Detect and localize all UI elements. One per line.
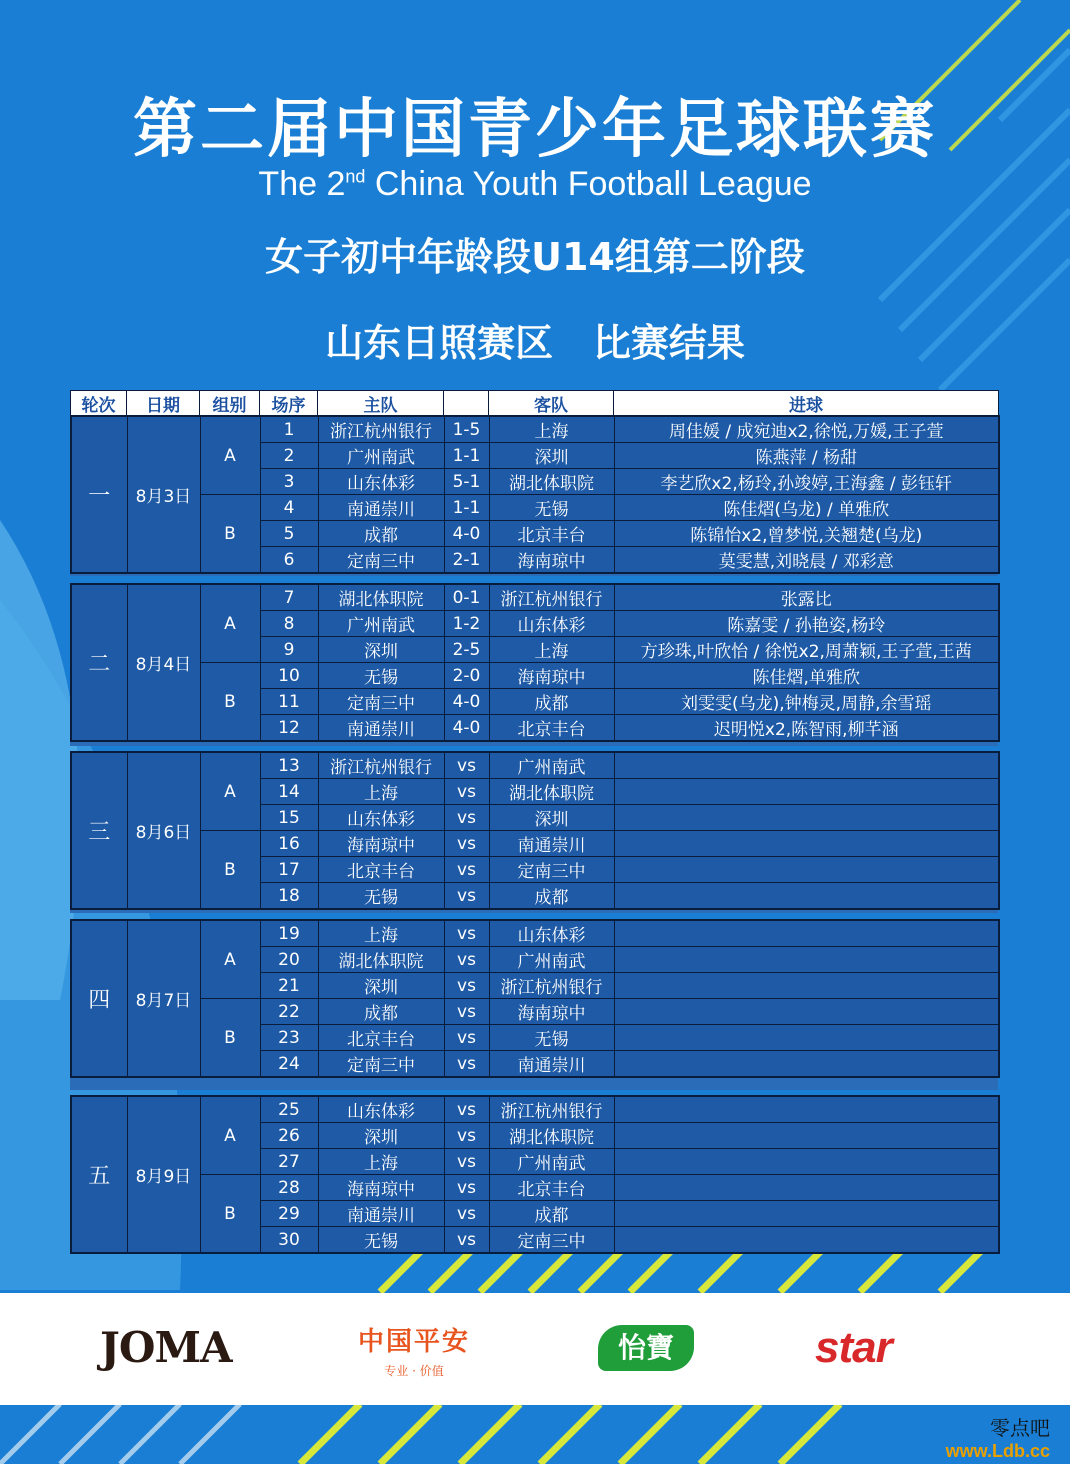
match-no-cell: 8	[260, 611, 318, 637]
match-no-cell: 26	[260, 1123, 318, 1149]
away-team-cell: 无锡	[489, 495, 614, 521]
match-no-cell: 11	[260, 689, 318, 715]
away-team-cell: 上海	[489, 416, 614, 443]
match-no-cell: 25	[260, 1096, 318, 1123]
score-cell: 1-1	[444, 443, 489, 469]
goals-cell	[614, 947, 999, 973]
match-no-cell: 4	[260, 495, 318, 521]
round-cell: 二	[71, 584, 127, 741]
goals-cell	[614, 1025, 999, 1051]
match-no-cell: 23	[260, 1025, 318, 1051]
score-cell: vs	[444, 883, 489, 910]
away-team-cell: 浙江杭州银行	[489, 1096, 614, 1123]
score-cell: vs	[444, 1123, 489, 1149]
home-team-cell: 浙江杭州银行	[318, 416, 444, 443]
home-team-cell: 深圳	[318, 973, 444, 999]
away-team-cell: 浙江杭州银行	[489, 584, 614, 611]
date-cell: 8月9日	[127, 1096, 200, 1253]
home-team-cell: 上海	[318, 779, 444, 805]
goals-cell	[614, 883, 999, 910]
match-no-cell: 10	[260, 663, 318, 689]
score-cell: 1-5	[444, 416, 489, 443]
col-header-away: 客队	[489, 391, 614, 417]
table-row	[71, 416, 999, 443]
table-row	[71, 831, 999, 857]
goals-cell	[614, 1201, 999, 1227]
away-team-cell: 浙江杭州银行	[489, 973, 614, 999]
col-header-match-no: 场序	[260, 391, 318, 417]
col-header-date: 日期	[127, 391, 200, 417]
goals-cell	[614, 831, 999, 857]
home-team-cell: 定南三中	[318, 1051, 444, 1078]
score-cell: 4-0	[444, 521, 489, 547]
goals-cell	[614, 920, 999, 947]
away-team-cell: 湖北体职院	[489, 469, 614, 495]
pingan-logo: 中国平安 专业 · 价值	[358, 1327, 471, 1378]
home-team-cell: 深圳	[318, 637, 444, 663]
star-logo: star	[815, 1323, 892, 1372]
away-team-cell: 上海	[489, 637, 614, 663]
away-team-cell: 海南琼中	[489, 547, 614, 574]
home-team-cell: 山东体彩	[318, 469, 444, 495]
home-team-cell: 南通崇川	[318, 715, 444, 742]
match-no-cell: 3	[260, 469, 318, 495]
table-row	[71, 752, 999, 779]
home-team-cell: 无锡	[318, 883, 444, 910]
date-cell: 8月7日	[127, 920, 200, 1077]
home-team-cell: 无锡	[318, 663, 444, 689]
home-team-cell: 广州南武	[318, 611, 444, 637]
match-no-cell: 13	[260, 752, 318, 779]
goals-cell: 迟明悦x2,陈智雨,柳芊涵	[614, 715, 999, 742]
group-cell: A	[200, 920, 260, 999]
table-row	[71, 495, 999, 521]
match-no-cell: 19	[260, 920, 318, 947]
col-header-group: 组别	[200, 391, 260, 417]
date-cell: 8月4日	[127, 584, 200, 741]
away-team-cell: 成都	[489, 1201, 614, 1227]
away-team-cell: 南通崇川	[489, 1051, 614, 1078]
match-no-cell: 18	[260, 883, 318, 910]
away-team-cell: 山东体彩	[489, 611, 614, 637]
goals-cell: 李艺欣x2,杨玲,孙竣婷,王海鑫 / 彭钰轩	[614, 469, 999, 495]
score-cell: 2-5	[444, 637, 489, 663]
group-cell: A	[200, 752, 260, 831]
group-cell: B	[200, 831, 260, 910]
round-block	[70, 919, 1000, 1078]
goals-cell	[614, 1175, 999, 1201]
score-cell: vs	[444, 1051, 489, 1078]
score-cell: vs	[444, 779, 489, 805]
round-block	[70, 751, 1000, 910]
col-header-goals: 进球	[614, 391, 999, 417]
home-team-cell: 海南琼中	[318, 1175, 444, 1201]
home-team-cell: 南通崇川	[318, 495, 444, 521]
col-header-round: 轮次	[71, 391, 127, 417]
away-team-cell: 北京丰台	[489, 1175, 614, 1201]
match-no-cell: 12	[260, 715, 318, 742]
score-cell: vs	[444, 831, 489, 857]
match-no-cell: 7	[260, 584, 318, 611]
away-team-cell: 海南琼中	[489, 999, 614, 1025]
score-cell: 1-1	[444, 495, 489, 521]
col-header-home: 主队	[318, 391, 444, 417]
score-cell: vs	[444, 1175, 489, 1201]
sponsor-bar	[0, 1293, 1070, 1405]
goals-cell	[614, 752, 999, 779]
match-no-cell: 22	[260, 999, 318, 1025]
home-team-cell: 海南琼中	[318, 831, 444, 857]
away-team-cell: 山东体彩	[489, 920, 614, 947]
goals-cell: 陈嘉雯 / 孙艳姿,杨玲	[614, 611, 999, 637]
col-header-score	[444, 391, 489, 417]
score-cell: vs	[444, 973, 489, 999]
away-team-cell: 海南琼中	[489, 663, 614, 689]
away-team-cell: 定南三中	[489, 1227, 614, 1254]
home-team-cell: 北京丰台	[318, 1025, 444, 1051]
score-cell: vs	[444, 1025, 489, 1051]
table-row	[71, 999, 999, 1025]
home-team-cell: 成都	[318, 521, 444, 547]
round-cell: 三	[71, 752, 127, 909]
match-no-cell: 21	[260, 973, 318, 999]
away-team-cell: 北京丰台	[489, 715, 614, 742]
goals-cell: 陈佳熠(乌龙) / 单雅欣	[614, 495, 999, 521]
group-cell: B	[200, 999, 260, 1078]
table-row	[71, 1175, 999, 1201]
goals-cell: 张露比	[614, 584, 999, 611]
group-cell: A	[200, 1096, 260, 1175]
away-team-cell: 湖北体职院	[489, 1123, 614, 1149]
goals-cell: 莫雯慧,刘晓晨 / 邓彩意	[614, 547, 999, 574]
page-title-english: The 2nd China Youth Football League	[258, 165, 812, 203]
home-team-cell: 湖北体职院	[318, 584, 444, 611]
home-team-cell: 定南三中	[318, 689, 444, 715]
match-no-cell: 6	[260, 547, 318, 574]
away-team-cell: 深圳	[489, 443, 614, 469]
group-cell: B	[200, 1175, 260, 1254]
away-team-cell: 深圳	[489, 805, 614, 831]
round-block	[70, 583, 1000, 742]
goals-cell: 陈佳熠,单雅欣	[614, 663, 999, 689]
score-cell: vs	[444, 1096, 489, 1123]
score-cell: 0-1	[444, 584, 489, 611]
date-cell: 8月3日	[127, 416, 200, 573]
yibao-logo: 怡寶	[598, 1325, 694, 1371]
away-team-cell: 成都	[489, 689, 614, 715]
home-team-cell: 广州南武	[318, 443, 444, 469]
goals-cell	[614, 973, 999, 999]
home-team-cell: 浙江杭州银行	[318, 752, 444, 779]
table-row	[71, 584, 999, 611]
goals-cell	[614, 999, 999, 1025]
group-cell: B	[200, 663, 260, 742]
score-cell: vs	[444, 1201, 489, 1227]
score-cell: vs	[444, 999, 489, 1025]
score-cell: vs	[444, 947, 489, 973]
match-no-cell: 17	[260, 857, 318, 883]
match-no-cell: 24	[260, 1051, 318, 1078]
match-no-cell: 2	[260, 443, 318, 469]
goals-cell	[614, 1149, 999, 1175]
away-team-cell: 定南三中	[489, 857, 614, 883]
table-row	[71, 920, 999, 947]
score-cell: vs	[444, 1227, 489, 1254]
away-team-cell: 湖北体职院	[489, 779, 614, 805]
home-team-cell: 南通崇川	[318, 1201, 444, 1227]
score-cell: 5-1	[444, 469, 489, 495]
group-cell: B	[200, 495, 260, 574]
match-no-cell: 27	[260, 1149, 318, 1175]
score-cell: 2-1	[444, 547, 489, 574]
home-team-cell: 山东体彩	[318, 1096, 444, 1123]
table-row	[71, 1096, 999, 1123]
table-row	[71, 663, 999, 689]
away-team-cell: 广州南武	[489, 1149, 614, 1175]
score-cell: vs	[444, 920, 489, 947]
match-no-cell: 28	[260, 1175, 318, 1201]
goals-cell	[614, 805, 999, 831]
round-cell: 一	[71, 416, 127, 573]
score-cell: vs	[444, 805, 489, 831]
score-cell: 1-2	[444, 611, 489, 637]
watermark: 零点吧 www.Ldb.cc	[945, 1416, 1050, 1461]
match-no-cell: 9	[260, 637, 318, 663]
away-team-cell: 广州南武	[489, 752, 614, 779]
home-team-cell: 上海	[318, 920, 444, 947]
goals-cell	[614, 857, 999, 883]
match-no-cell: 15	[260, 805, 318, 831]
goals-cell: 刘雯雯(乌龙),钟梅灵,周静,余雪瑶	[614, 689, 999, 715]
home-team-cell: 上海	[318, 1149, 444, 1175]
round-block	[70, 1095, 1000, 1254]
page-subtitle: 女子初中年龄段U14组第二阶段	[265, 235, 805, 279]
match-no-cell: 14	[260, 779, 318, 805]
goals-cell	[614, 1051, 999, 1078]
goals-cell	[614, 779, 999, 805]
joma-logo: JOMA	[100, 1323, 232, 1372]
away-team-cell: 广州南武	[489, 947, 614, 973]
away-team-cell: 南通崇川	[489, 831, 614, 857]
home-team-cell: 山东体彩	[318, 805, 444, 831]
home-team-cell: 无锡	[318, 1227, 444, 1254]
score-cell: 2-0	[444, 663, 489, 689]
match-no-cell: 16	[260, 831, 318, 857]
match-no-cell: 20	[260, 947, 318, 973]
score-cell: 4-0	[444, 689, 489, 715]
match-no-cell: 5	[260, 521, 318, 547]
home-team-cell: 成都	[318, 999, 444, 1025]
goals-cell	[614, 1123, 999, 1149]
away-team-cell: 成都	[489, 883, 614, 910]
round-cell: 五	[71, 1096, 127, 1253]
goals-cell	[614, 1096, 999, 1123]
goals-cell: 方珍珠,叶欣怡 / 徐悦x2,周萧颖,王子萱,王茜	[614, 637, 999, 663]
date-cell: 8月6日	[127, 752, 200, 909]
match-no-cell: 1	[260, 416, 318, 443]
score-cell: 4-0	[444, 715, 489, 742]
goals-cell	[614, 1227, 999, 1254]
score-cell: vs	[444, 1149, 489, 1175]
home-team-cell: 定南三中	[318, 547, 444, 574]
home-team-cell: 湖北体职院	[318, 947, 444, 973]
round-block	[70, 415, 1000, 574]
round-cell: 四	[71, 920, 127, 1077]
score-cell: vs	[444, 752, 489, 779]
home-team-cell: 北京丰台	[318, 857, 444, 883]
away-team-cell: 北京丰台	[489, 521, 614, 547]
page-title: 第二届中国青少年足球联赛	[133, 93, 937, 167]
group-cell: A	[200, 584, 260, 663]
home-team-cell: 深圳	[318, 1123, 444, 1149]
goals-cell: 陈锦怡x2,曾梦悦,关翘楚(乌龙)	[614, 521, 999, 547]
match-no-cell: 29	[260, 1201, 318, 1227]
goals-cell: 周佳媛 / 成宛迪x2,徐悦,万媛,王子萱	[614, 416, 999, 443]
away-team-cell: 无锡	[489, 1025, 614, 1051]
schedule-header	[70, 390, 999, 417]
section-heading: 山东日照赛区 比赛结果	[325, 321, 745, 365]
group-cell: A	[200, 416, 260, 495]
match-no-cell: 30	[260, 1227, 318, 1254]
score-cell: vs	[444, 857, 489, 883]
goals-cell: 陈燕萍 / 杨甜	[614, 443, 999, 469]
